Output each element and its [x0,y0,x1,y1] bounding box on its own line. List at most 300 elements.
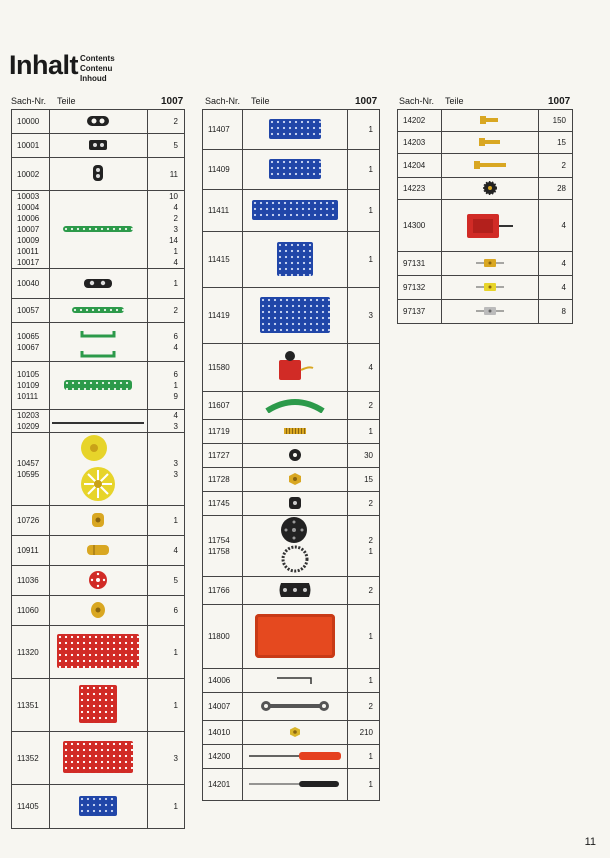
part-image-cell [49,323,147,362]
brass-threaded-rod-icon [284,427,306,436]
part-image-cell [242,392,348,420]
part-number-cell [203,150,243,190]
quantity-cell [539,276,573,300]
quantity-cell [147,323,184,362]
part-number-cell [12,269,50,299]
red-square-plate-icon [79,685,117,725]
part-number-cell [398,110,442,132]
quantity-cell [348,605,380,669]
part-number: 11060 [17,606,39,615]
table-row [12,410,185,433]
part-number-cell [398,276,442,300]
part-number: 11351 [17,700,39,710]
curved-green-strip-icon [265,397,325,415]
part-number-cell [12,626,50,679]
quantity: 210 [359,728,373,737]
part-number: 10011 [17,247,39,256]
quantity: 2 [368,586,373,595]
brass-pulley-icon [90,601,106,621]
table-row [203,420,380,444]
quantity-cell [147,506,184,536]
part-number: 11419 [208,311,230,320]
table-row [12,299,185,323]
green-double-strip-icon [64,380,132,392]
part-image-cell [242,577,348,605]
quantity-cell [539,300,573,324]
part-number: 97132 [403,283,426,292]
parts-table-2 [202,109,380,801]
header-parts: Teile [251,96,270,106]
part-number: 14201 [208,780,231,789]
part-image-cell [441,300,538,324]
part-number: 97137 [403,307,426,316]
part-number-cell [203,745,243,769]
table-row [203,190,380,232]
part-image-cell [441,252,538,276]
part-number: 11745 [208,499,230,508]
double-bent-strip-icon [83,276,113,292]
quantity: 4 [561,283,566,292]
yellow-wheel-icon [79,433,117,505]
subtitles [80,54,115,84]
quantity: 1 [368,165,373,174]
quantity-cell [348,693,380,721]
part-number: 11754 [208,536,230,545]
part-image-cell [242,605,348,669]
page-number: 11 [584,836,596,848]
table-row [12,626,185,679]
part-number-cell [203,769,243,801]
part-number: 10040 [17,279,40,288]
part-image-cell [242,232,348,288]
quantity: 30 [364,451,373,460]
part-image-cell [49,362,147,410]
quantity: 3 [173,225,178,234]
part-number-cell [398,300,442,324]
page-title: Inhalt [9,50,78,80]
table-row [203,468,380,492]
quantity: 2 [173,117,178,126]
quantity: 4 [561,221,566,230]
blue-large-plate-icon [260,297,330,335]
part-image-cell [49,596,147,626]
quantity: 4 [173,258,178,267]
subtitle-en: Contents [80,54,115,63]
part-number: 11405 [17,802,39,811]
quantity-cell [348,745,380,769]
part-number-cell [203,232,243,288]
part-number: 10009 [17,236,40,245]
pin-collar-icon [476,258,504,270]
table-row [12,506,185,536]
quantity-cell [147,299,184,323]
part-number: 10067 [17,343,40,352]
table-row [203,721,380,745]
quantity: 4 [173,203,178,212]
black-clip-icon [287,495,303,513]
quantity-cell [147,110,184,134]
part-number: 10004 [17,203,40,212]
table-row [203,669,380,693]
part-number: 10457 [17,459,40,468]
part-number: 14300 [403,221,426,230]
quantity-cell [147,269,184,299]
quantity-cell [147,191,184,269]
part-number-cell [12,506,50,536]
quantity: 6 [173,370,178,379]
quantity-cell [539,132,573,154]
table-row [398,300,573,324]
quantity-cell [348,577,380,605]
quantity: 1 [368,427,373,436]
part-number-cell [12,536,50,566]
subtitle-fr: Contenu [80,64,113,73]
part-number-cell [398,252,442,276]
quantity: 1 [173,381,178,390]
quantity: 8 [561,307,566,316]
double-bracket-icon [91,164,105,184]
part-number: 97131 [403,259,426,268]
part-image-cell [441,132,538,154]
part-image-cell [49,134,147,158]
header-number: Sach-Nr. [399,96,435,106]
part-image-cell [49,269,147,299]
quantity-cell [147,362,184,410]
part-number: 10000 [17,117,40,126]
quantity: 2 [368,499,373,508]
orange-box-icon [255,614,335,660]
part-number: 11758 [208,547,230,556]
part-image-cell [441,110,538,132]
part-image-cell [441,276,538,300]
quantity: 5 [173,141,178,150]
green-strip-icon [63,225,133,234]
part-number: 10209 [17,422,40,431]
part-number-cell [203,444,243,468]
quantity: 2 [173,214,178,223]
quantity-cell [348,288,380,344]
part-number: 10017 [17,258,40,267]
part-image-cell [242,492,348,516]
subtitle-nl: Inhoud [80,74,107,83]
part-image-cell [242,721,348,745]
quantity: 2 [368,702,373,711]
blue-long-plate-icon [252,200,338,222]
part-number: 14200 [208,752,231,761]
part-number-cell [203,693,243,721]
quantity-cell [348,721,380,745]
table-row [12,134,185,158]
quantity-cell [147,134,184,158]
table-row [398,110,573,132]
black-disc-ring-icon [280,516,310,576]
part-number: 11719 [208,427,230,436]
part-number-cell [203,605,243,669]
red-gearbox-icon [465,210,515,242]
quantity: 1 [368,676,373,685]
black-screwdriver-icon [249,779,341,791]
quantity-cell [147,596,184,626]
bent-green-strips-icon [80,324,116,360]
part-number: 11320 [17,647,39,657]
quantity: 1 [368,125,373,134]
header-set: 1007 [355,96,378,107]
short-bolt-icon [479,115,501,127]
quantity: 1 [173,516,178,525]
table-row [12,110,185,134]
red-motor-icon [275,350,315,386]
quantity: 3 [173,753,178,763]
part-number: 10111 [17,392,39,401]
header-number: Sach-Nr. [205,96,241,106]
part-number-cell [12,110,50,134]
part-number-cell [203,721,243,745]
quantity: 4 [173,411,178,420]
table-row [203,516,380,577]
part-number-cell [12,679,50,732]
table-row [12,191,185,269]
quantity-cell [147,626,184,679]
table-row [12,158,185,191]
quantity: 2 [368,536,373,545]
part-image-cell [242,444,348,468]
part-image-cell [242,516,348,577]
part-number: 11352 [17,753,39,763]
quantity: 1 [173,279,178,288]
table-row [398,154,573,178]
quantity: 4 [368,363,373,372]
part-image-cell [49,732,147,785]
part-image-cell [49,110,147,134]
quantity-cell [147,536,184,566]
part-image-cell [49,410,147,433]
part-image-cell [242,669,348,693]
part-number: 11415 [208,255,230,264]
part-number: 11800 [208,632,230,641]
part-number: 10595 [17,470,40,479]
part-image-cell [49,506,147,536]
blue-small-plate-icon [79,796,117,818]
part-image-cell [49,566,147,596]
part-image-cell [242,288,348,344]
quantity-cell [348,669,380,693]
part-image-cell [441,154,538,178]
part-image-cell [49,679,147,732]
part-number-cell [12,410,50,433]
table-row [12,596,185,626]
red-wide-plate-icon [63,741,133,775]
table-row [12,323,185,362]
quantity: 3 [173,470,178,479]
part-number-cell [203,492,243,516]
part-image-cell [242,420,348,444]
parts-table-3 [397,109,573,324]
quantity: 2 [561,161,566,170]
quantity: 1 [368,206,373,215]
red-screwdriver-icon [249,751,341,763]
table-row [12,362,185,410]
table-row [203,288,380,344]
quantity-cell [147,566,184,596]
part-image-cell [49,299,147,323]
header-number: Sach-Nr. [11,96,47,106]
quantity: 15 [557,138,566,147]
table-row [203,110,380,150]
quantity-cell [348,344,380,392]
header-set: 1007 [548,96,571,107]
part-number: 14006 [208,676,231,685]
red-bush-wheel-icon [88,570,108,592]
medium-bolt-icon [478,137,502,149]
table-row [203,150,380,190]
table-row [12,679,185,732]
part-number-cell [12,566,50,596]
quantity: 3 [368,311,373,320]
flat-plate-black-icon [86,114,110,130]
part-number: 11727 [208,451,230,460]
header-parts: Teile [57,96,76,106]
axle-rod-icon [52,417,144,426]
part-image-cell [441,200,538,252]
part-number-cell [203,669,243,693]
brass-collar-icon [90,511,106,531]
part-number-cell [203,468,243,492]
quantity-cell [147,679,184,732]
quantity: 9 [173,392,178,401]
quantity-cell [539,110,573,132]
part-number: 11607 [208,401,230,410]
quantity-cell [348,769,380,801]
black-washer-icon [288,448,302,464]
header-parts: Teile [445,96,464,106]
quantity: 15 [364,475,373,484]
part-number: 10007 [17,225,40,234]
quantity: 1 [173,802,178,811]
quantity: 1 [173,247,178,256]
quantity: 150 [552,116,566,125]
table-row [203,492,380,516]
black-gear-icon [483,181,497,197]
part-number-cell [203,190,243,232]
table-row [12,269,185,299]
part-number: 11728 [208,475,230,484]
quantity: 1 [368,780,373,789]
blue-plate-icon [269,159,321,181]
table-row [203,693,380,721]
long-bolt-icon [473,160,507,172]
quantity-cell [147,732,184,785]
part-number: 10203 [17,411,40,420]
table-row [12,732,185,785]
quantity-cell [348,232,380,288]
quantity-cell [348,468,380,492]
quantity-cell [539,154,573,178]
part-number: 14010 [208,728,231,737]
part-number: 11409 [208,165,230,174]
part-number-cell [398,154,442,178]
part-number: 10003 [17,192,40,201]
table-row [203,605,380,669]
part-image-cell [242,745,348,769]
yellow-pin-collar-icon [476,282,504,294]
quantity: 4 [561,259,566,268]
quantity: 1 [368,255,373,264]
quantity-cell [348,492,380,516]
quantity: 11 [169,169,178,179]
quantity-cell [147,433,184,506]
part-number: 10006 [17,214,40,223]
part-image-cell [49,191,147,269]
quantity: 1 [368,752,373,761]
table-row [203,232,380,288]
quantity: 3 [173,422,178,431]
part-number: 10109 [17,381,40,390]
table-row [203,344,380,392]
part-number-cell [12,785,50,829]
short-green-strip-icon [72,306,124,315]
quantity-cell [147,785,184,829]
part-number-cell [12,433,50,506]
part-number-cell [398,178,442,200]
quantity-cell [147,158,184,191]
table-row [398,132,573,154]
part-number: 14204 [403,161,426,170]
part-number: 11411 [208,206,230,215]
part-number-cell [398,200,442,252]
table-row [398,200,573,252]
part-image-cell [49,785,147,829]
hex-nut-icon [289,726,301,740]
part-number: 10105 [17,370,40,379]
quantity-cell [348,444,380,468]
quantity-cell [147,410,184,433]
part-number-cell [12,299,50,323]
part-number-cell [203,516,243,577]
part-number-cell [12,158,50,191]
part-image-cell [49,433,147,506]
quantity: 2 [173,306,178,315]
part-number: 10057 [17,306,40,315]
quantity-cell [348,190,380,232]
quantity: 1 [368,547,373,556]
part-number: 11407 [208,125,230,134]
quantity: 14 [169,236,178,245]
part-image-cell [242,468,348,492]
quantity-cell [348,420,380,444]
quantity: 2 [368,401,373,410]
table-row [203,392,380,420]
blue-square-plate-icon [277,242,313,278]
part-number-cell [12,596,50,626]
part-number: 14202 [403,116,426,125]
quantity-cell [539,178,573,200]
quantity-cell [348,392,380,420]
part-image-cell [242,769,348,801]
part-image-cell [242,693,348,721]
quantity-cell [348,110,380,150]
blue-plate-icon [269,119,321,141]
quantity: 4 [173,546,178,555]
part-number: 14223 [403,184,426,193]
table-row [203,769,380,801]
part-number-cell [203,392,243,420]
quantity: 10 [169,192,178,201]
quantity: 1 [368,632,373,641]
part-image-cell [49,158,147,191]
quantity-cell [539,200,573,252]
part-number: 10726 [17,516,40,525]
part-image-cell [242,150,348,190]
